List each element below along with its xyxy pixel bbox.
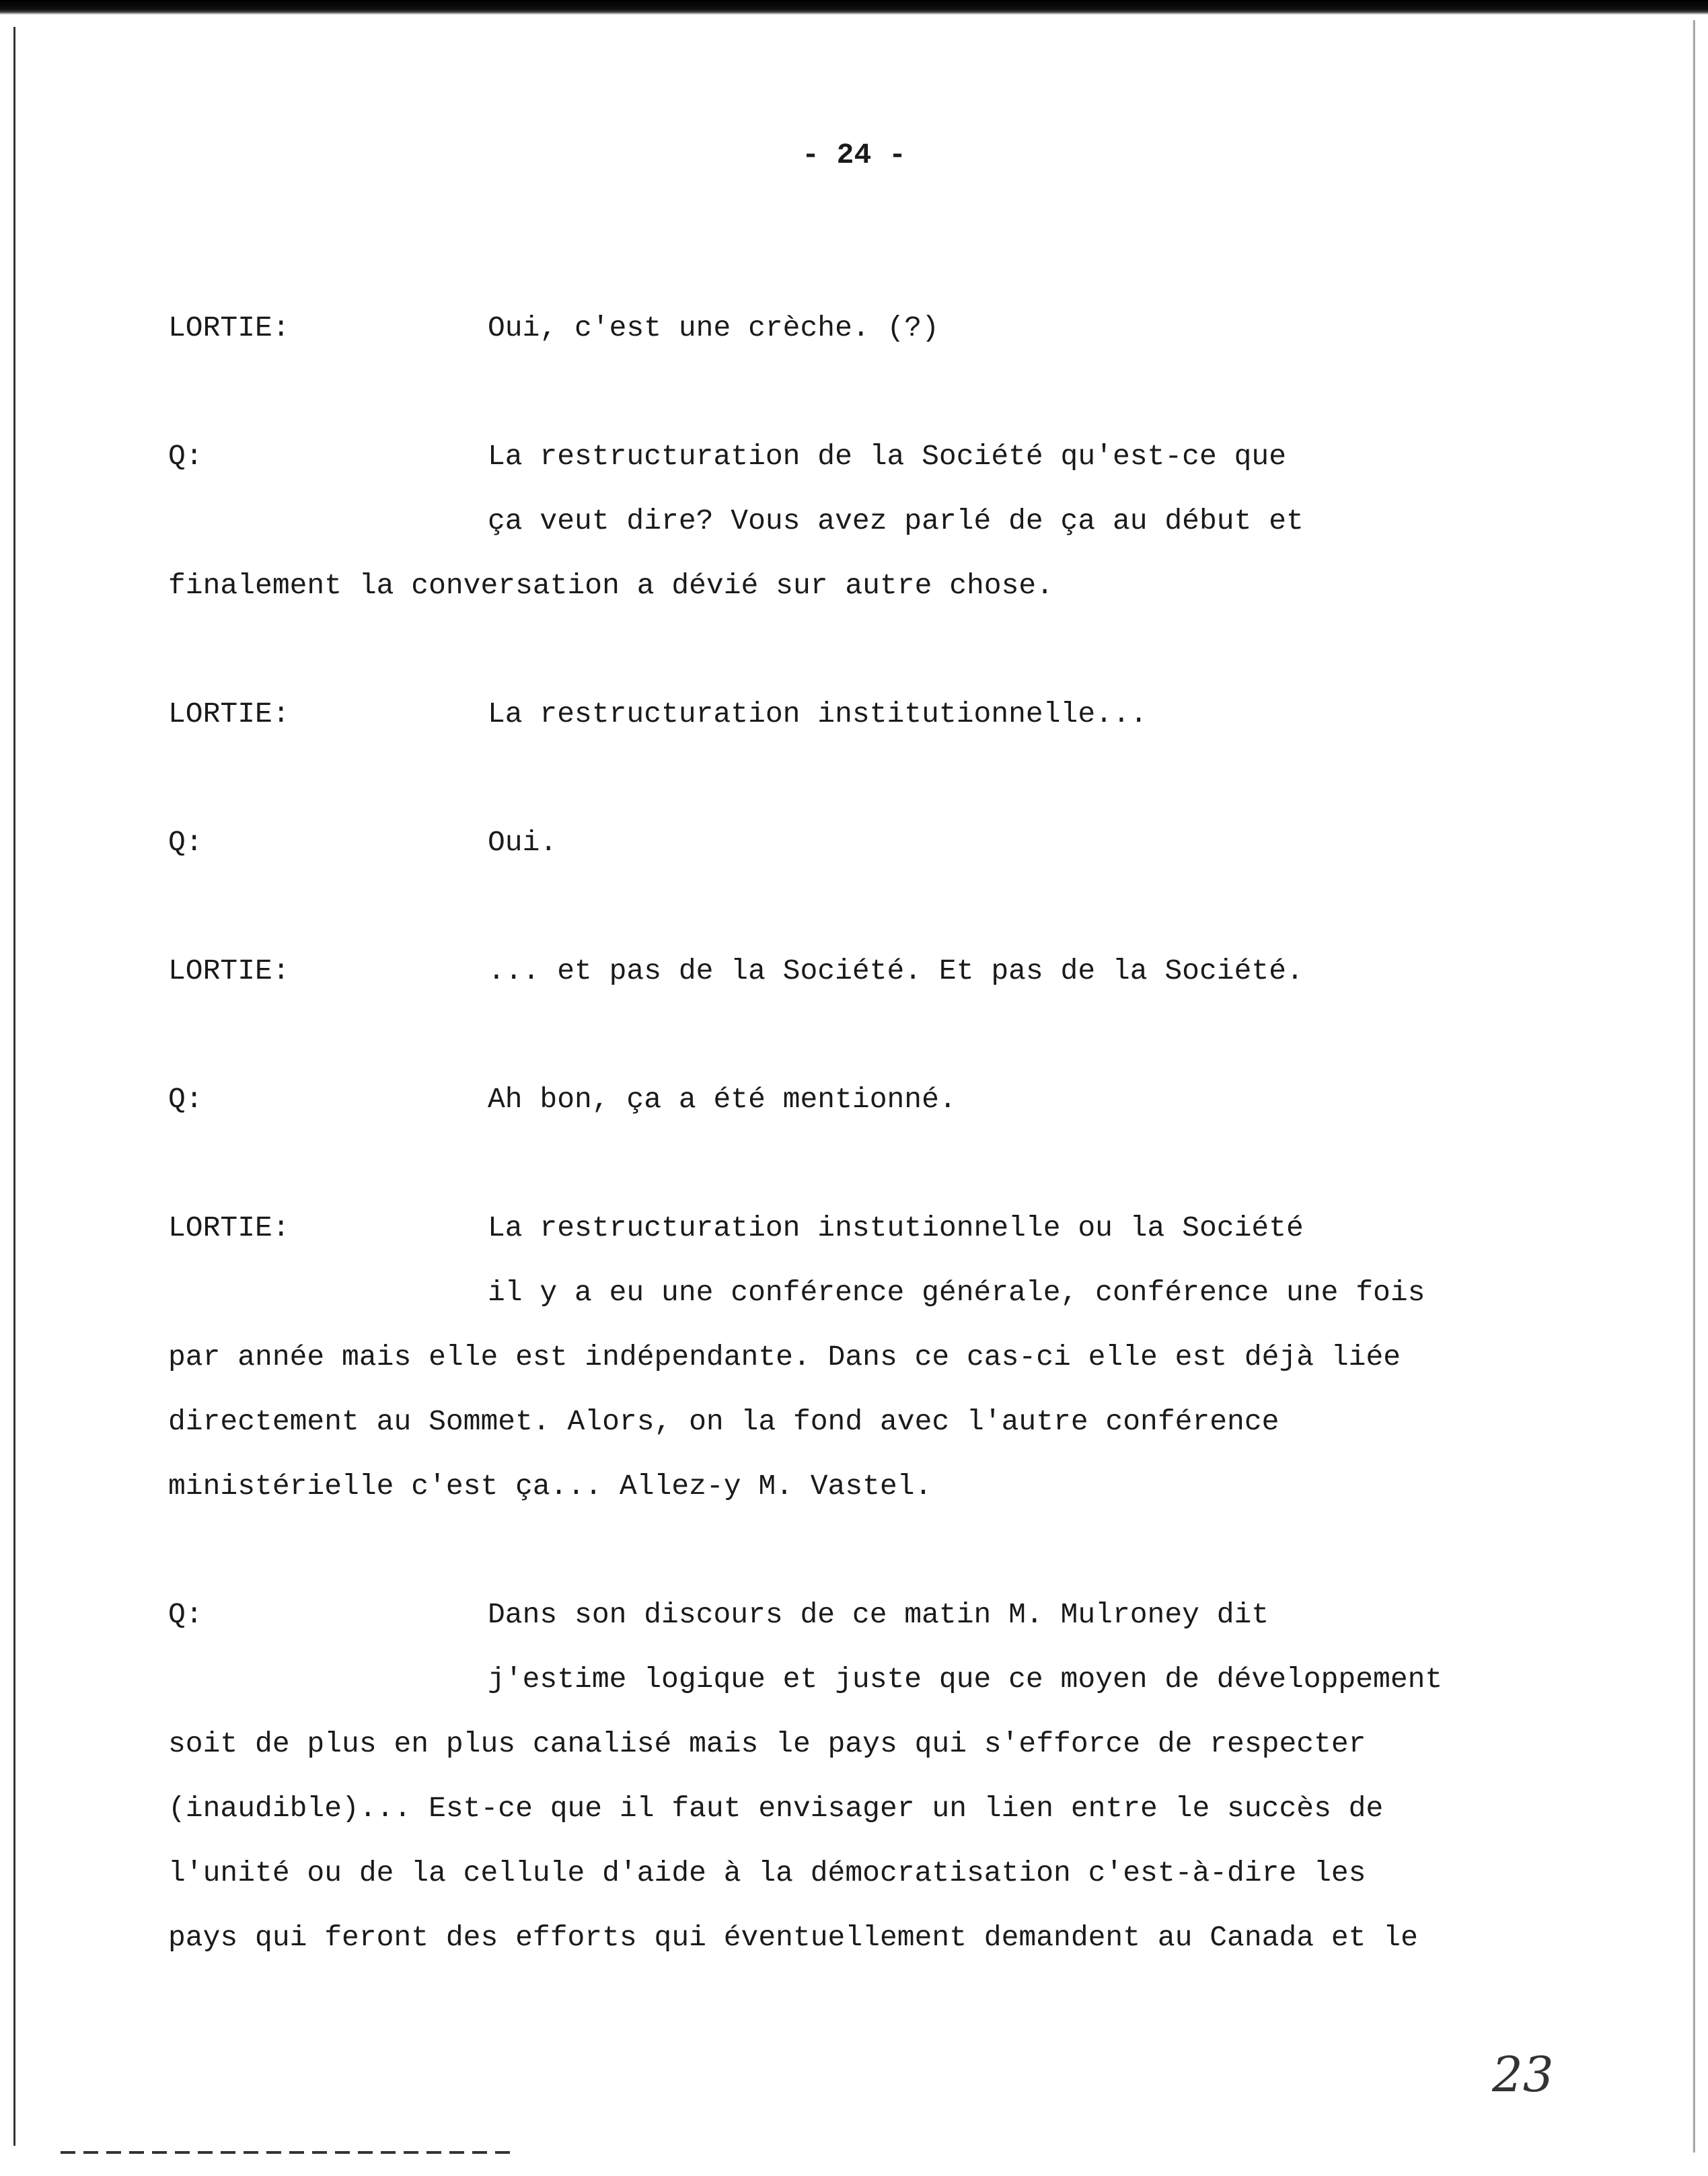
- utterance-indented-line: ça veut dire? Vous avez parlé de ça au début et: [488, 504, 1304, 537]
- speaker-label: LORTIE:: [168, 698, 290, 730]
- utterance-full-line: ministérielle c'est ça... Allez-y M. Vastel.: [168, 1470, 932, 1503]
- utterance-text: La restructuration institutionnelle...: [488, 698, 1148, 730]
- utterance-text: ... et pas de la Société. Et pas de la Société.: [488, 954, 1304, 987]
- utterance-text: Ah bon, ça a été mentionné.: [488, 1083, 957, 1116]
- exchange: [168, 296, 1594, 361]
- speaker-label: Q:: [168, 1083, 203, 1116]
- exchange-first-line: [168, 811, 1594, 875]
- transcript: [168, 296, 1594, 2034]
- exchange: [168, 939, 1594, 1004]
- scan-top-edge: [0, 0, 1708, 15]
- speaker-label: LORTIE:: [168, 954, 290, 987]
- exchange: [168, 1583, 1594, 1970]
- utterance-text: La restructuration instutionnelle ou la Société: [488, 1211, 1304, 1244]
- exchange: [168, 1196, 1594, 1519]
- exchange-first-line: [168, 1583, 1594, 1647]
- utterance-full-line: par année mais elle est indépendante. Dans ce cas-ci elle est déjà liée: [168, 1341, 1401, 1374]
- speaker-label: LORTIE:: [168, 311, 290, 344]
- utterance-full-line: (inaudible)... Est-ce que il faut envisager un lien entre le succès de: [168, 1792, 1384, 1825]
- utterance-text: Oui, c'est une crèche. (?): [488, 311, 939, 344]
- scan-bottom-dashes: [61, 2151, 518, 2154]
- utterance-text: Dans son discours de ce matin M. Mulroney dit: [488, 1598, 1269, 1631]
- exchange-first-line: [168, 682, 1594, 747]
- page-number: - 24 -: [802, 139, 906, 172]
- exchange-first-line: [168, 939, 1594, 1004]
- utterance-text: La restructuration de la Société qu'est-ce que: [488, 440, 1286, 473]
- utterance-full-line: soit de plus en plus canalisé mais le pays qui s'efforce de respecter: [168, 1727, 1366, 1760]
- utterance-full-line: finalement la conversation a dévié sur autre chose.: [168, 569, 1054, 602]
- exchange: [168, 682, 1594, 747]
- exchange-first-line: [168, 424, 1594, 489]
- exchange: [168, 1067, 1594, 1132]
- speaker-label: Q:: [168, 826, 203, 859]
- utterance-full-line: pays qui feront des efforts qui éventuellement demandent au Canada et le: [168, 1921, 1418, 1954]
- utterance-text: Oui.: [488, 826, 558, 859]
- exchange-first-line: [168, 1196, 1594, 1261]
- utterance-full-line: l'unité ou de la cellule d'aide à la démocratisation c'est-à-dire les: [168, 1856, 1366, 1889]
- scan-right-edge: [1693, 20, 1695, 2152]
- utterance-indented-line: il y a eu une conférence générale, conférence une fois: [488, 1276, 1425, 1309]
- exchange: [168, 811, 1594, 875]
- exchange-first-line: [168, 296, 1594, 361]
- exchange: [168, 424, 1594, 618]
- speaker-label: Q:: [168, 440, 203, 473]
- scan-left-edge: [13, 27, 15, 2146]
- speaker-label: LORTIE:: [168, 1211, 290, 1244]
- utterance-full-line: directement au Sommet. Alors, on la fond avec l'autre conférence: [168, 1405, 1279, 1438]
- speaker-label: Q:: [168, 1598, 203, 1631]
- exchange-first-line: [168, 1067, 1594, 1132]
- handwritten-folio-number: 23: [1492, 2046, 1554, 2103]
- utterance-indented-line: j'estime logique et juste que ce moyen de développement: [488, 1663, 1443, 1696]
